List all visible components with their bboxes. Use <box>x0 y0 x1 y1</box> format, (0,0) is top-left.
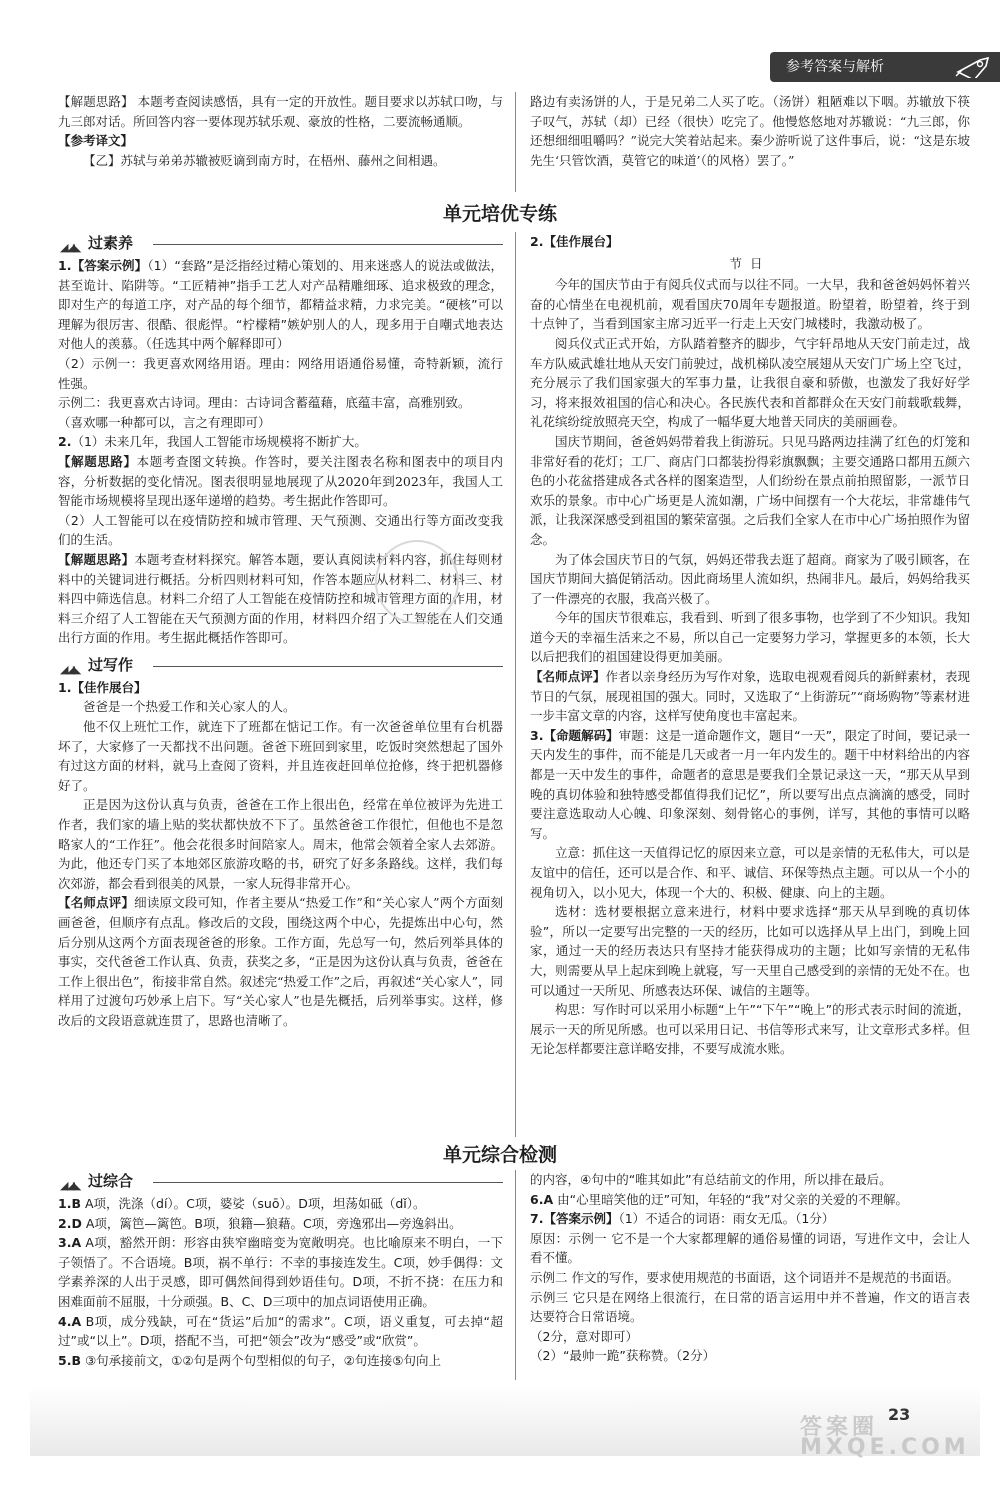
answer-2 <box>58 1214 503 1234</box>
left2-p2: 他不仅上班忙工作，就连下了班都在惦记工作。有一次爸爸单位里有台机器坏了，大家修了一天都找不出问题。爸爸下班回到家里，吃饭时突然想起了国外有过这方面的材料，就马上查阅了资料，并且连夜赶回单位抢修，终于把机器修好了。 <box>58 719 503 793</box>
answer-7-2: 原因：示例一 它不是一个大家都理解的通俗易懂的词语，写进作文中，会让人看不懂。 <box>530 1230 970 1266</box>
a5-num: 5.B <box>58 1352 81 1368</box>
bottom-divider <box>515 1170 516 1380</box>
q1-tag: 【答案示例】 <box>71 258 148 273</box>
a1-text: A项，洗涤（dí）。C项，婆娑（suō）。D项，坦荡如砥（dǐ）。 <box>84 1196 426 1211</box>
top-left-p3: 【乙】苏轼与弟弟苏辙被贬谪到南方时，在梧州、藤州之间相遇。 <box>83 152 446 168</box>
q2-text: （1）未来几年，我国人工智能市场规模将不断扩大。 <box>71 434 367 450</box>
r3-p1: 审题：这是一道命题作文，题目“一天”，限定了时间，要记录一天内发生的事件，而不能是几天或者一月一年内发生的。题干中材料给出的内容都是一天中发生的事件，命题者的意思是要我们全景记录这一天，“那天从早到晚的真切体验和独特感受都值得我们记忆”，所以要写出点点滴滴的感受，同时要注意选取动人心魄、印象深刻、刻骨铭心的事例，详写，其他的事情可以略写。 <box>530 727 970 841</box>
left1-q1-p4: （喜欢哪一种都可以，言之有理即可） <box>58 414 271 430</box>
essay-p2: 阅兵仪式正式开始，方队踏着整齐的脚步，气宇轩昂地从天安门前走过，战车方队威武雄壮地从天安门前驶过，战机梯队凌空展翅从天安门广场上空飞过，充分展示了我们国家强大的军事力量，让我很自豪和骄傲，也激发了我好好学习，将来报效祖国的信心和决心。各民族代表和首都群众在天安门前载歌载舞，礼花缤纷绽放照亮天空，构成了一幅华夏大地普天同庆的美丽画卷。 <box>530 335 970 430</box>
right1-q3-p4: 构思：写作时可以采用小标题“上午”“下午”“晚上”的形式表示时间的流逝，展示一天的所见所感。也可以采用日记、书信等形式来写，让文章形式多样。但无论怎样都要注意详略安排，不要写成流水账。 <box>530 1002 970 1057</box>
left1-q1-p3: 示例二：我更喜欢古诗词。理由：古诗词含蓄蕴藉，底蕴丰富，高雅别致。 <box>58 395 471 411</box>
right1-comment <box>530 667 970 726</box>
answer-5 <box>58 1351 503 1371</box>
watermark: 答案圈 MXQE.COM <box>800 1415 970 1460</box>
top-right-p1: 路边有卖汤饼的人，于是兄弟二人买了吃。（汤饼）粗陋难以下咽。苏辙放下筷子叹气，苏轼（却）已经（很快）吃完了。他慢悠悠地对苏辙说：“九三郎，你还想细细咀嚼吗？”说完大笑着站起来。秦少游听说了这件事后，说：“这是东坡先生‘只管饮酒，莫管它的味道’（的风格）罢了。” <box>530 94 970 168</box>
q2-tag2: 【解题思路】 <box>58 551 135 567</box>
essay-title: 节日 <box>729 255 771 271</box>
left-column-3 <box>58 1170 503 1370</box>
left2-p3: 正是因为这份认真与负责，爸爸在工作上很出色，经常在单位被评为先进工作者，我们家的墙上贴的奖状都快放不下了。虽然爸爸工作很忙，但他也不是忽略家人的“工作狂”。他会花很多时间陪家人。周末，他常会领着全家人去郊游。为此，他还专门买了本地郊区旅游攻略的书，研究了好多条路线。这样，我们每次郊游，都会看到很美的风景，一家人玩得非常开心。 <box>58 797 503 891</box>
mid-divider <box>515 232 516 1137</box>
subhead-xiezuo <box>58 654 503 678</box>
a7-tag: 【答案示例】 <box>543 1211 619 1227</box>
wing-icon: ◢◢◣ <box>60 1179 80 1192</box>
top-right-column <box>530 92 970 170</box>
r2-num: 2. <box>530 234 544 249</box>
q2-exp1-text: 本题考查图文转换。作答时，要关注图表名称和图表中的项目内容，分析数据的变化情况。图表很明显地展现了从2020年到2023年，我国人工智能市场规模将呈现出逐年递增的趋势。考生据此作答即可。 <box>58 453 503 509</box>
q2-tag1: 【解题思路】 <box>58 453 137 469</box>
q2-num: 2. <box>58 434 72 450</box>
wing-icon: ◢◢◣ <box>60 662 80 676</box>
answer-7-4: 示例三 它只是在网络上很流行，在日常的语言运用中并不普遍，作文的语言表达要符合日常语境。 <box>530 1289 970 1325</box>
q2-exp2-text: 本题考查材料探究。解答本题，要认真阅读材料内容，抓住每则材料中的关键词进行概括。分析四则材料可知，作答本题应从材料二、材料三、材料四中筛选信息。材料二介绍了人工智能在疫情防控和城市管理方面的作用，材料三介绍了人工智能在天气预测方面的作用，材料四介绍了人工智能在人们交通出行方面的作用。考生据此概括作答即可。 <box>58 551 503 646</box>
essay-p1: 今年的国庆节由于有阅兵仪式而与以往不同。一大早，我和爸爸妈妈怀着兴奋的心情坐在电视机前，观看国庆70周年专题报道。盼望着，盼望着，终于到十点钟了，当看到国家主席习近平一行走上天安门城楼时，我激动极了。 <box>530 277 970 332</box>
a4-text: B项，成分残缺，可在“货运”后加“的需求”。C项，语义重复，可去掉“超过”或“以上”。D项，搭配不当，可把“领会”改为“感受”或“欣赏”。 <box>58 1313 503 1349</box>
right1-q3-p2: 立意：抓住这一天值得记忆的原因来立意，可以是亲情的无私伟大，可以是友谊中的信任，还可以是合作、和平、诚信、环保等热点主题。可以从一个小的视角切入，以小见大，体现一个大的、积极、健康、向上的主题。 <box>530 845 970 900</box>
top-left-column <box>58 92 503 170</box>
answer-7-6: （2）“最帅一跪”获称赞。（2分） <box>530 1348 716 1364</box>
answer-1 <box>58 1194 503 1214</box>
answer-4 <box>58 1312 503 1351</box>
a2-num: 2.D <box>58 1215 82 1231</box>
r-comment-tag: 【名师点评】 <box>530 669 606 685</box>
subhead-zonghe-label: 过综合 <box>88 1172 134 1190</box>
subhead-rule <box>153 1182 503 1183</box>
a4-num: 4.A <box>58 1313 82 1329</box>
left2-q1 <box>58 678 503 698</box>
left1-q1 <box>58 256 503 354</box>
right1-q3-p3: 选材：选材要根据立意来进行，材料中要求选择“那天从早到晚的真切体验”，所以一定要写出完整的一天的经历，比如可以选择从早上出门，到晚上回家，通过一天的经历表达只有坚持才能获得成功的主题；比如写亲情的无私伟大，则需要从早上起床到晚上就寝，写一天里自己感受到的亲情的无处不在。也可以通过一天所见、所感表达环保、诚信的主题等。 <box>530 904 970 998</box>
a3-num: 3.A <box>58 1235 82 1251</box>
a7-1: （1）不适合的词语：雨女无瓜。（1分） <box>618 1211 835 1227</box>
q1-text: （1）“套路”是泛指经过精心策划的、用来迷惑人的说法或做法，甚至诡计、陷阱等。“工匠精神”指手工艺人对产品精雕细琢、追求极致的理念，即对生产的每道工序，对产品的每个细节，都精益求精，力求完美。“硬核”可以理解为很厉害、很酷、很彪悍。“柠檬精”嫉妒别人的人，现多用于自嘲式地表达对他人的羡慕。（任选其中两个解释即可） <box>58 258 503 352</box>
q1-num: 1. <box>58 258 72 273</box>
subhead-suyang-label: 过素养 <box>88 234 134 252</box>
subhead-rule <box>153 244 503 245</box>
r2-tag: 【佳作展台】 <box>543 234 619 249</box>
essay-p5: 今年的国庆节很难忘，我看到、听到了很多事物，也学到了不少知识。我知道今天的幸福生活来之不易，所以自己一定要努力学习，掌握更多的本领，长大以后把我们的祖国建设得更加美丽。 <box>530 610 970 665</box>
answer-7-3: 示例二 作文的写作，要求使用规范的书面语，这个词语并不是规范的书面语。 <box>530 1269 959 1285</box>
subhead-rule <box>153 666 503 667</box>
subhead-suyang <box>58 232 503 256</box>
w1-tag: 【佳作展台】 <box>71 679 147 695</box>
left1-q1-p2: （2）示例一：我更喜欢网络用语。理由：网络用语通俗易懂，奇特新颖，流行性强。 <box>58 355 503 391</box>
a2-text: A项，篱笆—篱笆。B项，狼籍—狼藉。C项，旁逸邪出—旁逸斜出。 <box>85 1215 462 1231</box>
w1-comment-text: 细读原文段可知，作者主要从“热爱工作”和“关心家人”两个方面刻画爸爸，但顺序有点乱。修改后的文段，围绕这两个中心，先提炼出中心句，然后分别从这两个方面表现爸爸的形象。工作方面，先总写一句，然后列举具体的事实，交代爸爸工作认真、负责，获奖之多，“正是因为这份认真与负责，爸爸在工作上很出色”，衔接非常自然。叙述完“热爱工作”之后，再叙述“关心家人”，同样用了过渡句巧妙承上启下。写“关心家人”也是先概括，后列举事实。这样，修改后的文段语意就连贯了，思路也清晰了。 <box>58 895 503 1028</box>
header-tab <box>770 52 1000 82</box>
a7-num: 7. <box>530 1211 544 1227</box>
w1-num: 1. <box>58 679 72 695</box>
section1-title: 单元培优专练 <box>442 203 557 225</box>
top-left-p2: 【参考译文】 <box>58 133 134 149</box>
a1-num: 1.B <box>58 1196 81 1211</box>
answer-7-5: （2分，意对即可） <box>530 1328 638 1344</box>
left2-comment <box>58 893 503 1030</box>
answer-6 <box>530 1190 970 1210</box>
stamp-mark <box>375 540 459 624</box>
page-number: 23 <box>888 1405 911 1424</box>
left2-p1: 爸爸是一个热爱工作和关心家人的人。 <box>83 699 296 715</box>
wing-icon: ◢◢◣ <box>60 241 80 254</box>
right-column-3 <box>530 1170 970 1366</box>
left1-q2-p2: （2）人工智能可以在疫情防控和城市管理、天气预测、交通出行等方面改变我们的生活。 <box>58 512 503 548</box>
answer-5-cont: 的内容，④句中的“唯其如此”有总结前文的作用，所以排在最后。 <box>530 1172 892 1187</box>
right1-q2 <box>530 232 970 252</box>
r3-tag: 【命题解码】 <box>543 727 619 743</box>
top-left-p1: 【解题思路】 本题考查阅读感悟，具有一定的开放性。题目要求以苏轼口吻，与九三郎对话。所回答内容一要体现苏轼乐观、豪放的性格，二要流畅通顺。 <box>58 94 503 129</box>
answer-7 <box>530 1209 970 1229</box>
essay-p3: 国庆节期间，爸爸妈妈带着我上街游玩。只见马路两边挂满了红色的灯笼和非常好看的花灯；工厂、商店门口都装扮得彩旗飘飘；主要交通路口都用五颜六色的小花盆搭建成各式各样的图案造型，人们纷纷在景点前拍照留影，一派节日欢乐的景象。市中心广场更是人流如潮，广场中间摆有一个大花坛，非常雄伟气派，让我深深感受到祖国的繁荣富强。之后我们全家人在市中心广场拍照作为留念。 <box>530 433 970 547</box>
r-comment-text: 作者以亲身经历为写作对象，选取电视观看阅兵的新鲜素材，表现节日的气氛，展现祖国的强大。同时，又选取了“上街游玩”“商场购物”等素材进一步丰富文章的内容，这样写使角度也丰富起来。 <box>530 669 970 724</box>
a5-text: ③句承接前文，①②句是两个句型相似的句子，②句连接⑤句向上 <box>84 1352 442 1368</box>
w1-tag2: 【名师点评】 <box>58 895 135 911</box>
left-column-1 <box>58 232 503 1031</box>
top-divider <box>515 92 516 192</box>
right1-q3 <box>530 726 970 844</box>
r3-num: 3. <box>530 727 544 743</box>
section2-title: 单元综合检测 <box>442 1144 557 1166</box>
right-column-1 <box>530 232 970 1059</box>
essay-p4: 为了体会国庆节日的气氛，妈妈还带我去逛了超商。商家为了吸引顾客，在国庆节期间大搞促销活动。因此商场里人流如织，热闹非凡。最后，妈妈给我买了一件漂亮的衣服，我高兴极了。 <box>530 551 970 606</box>
subhead-zonghe <box>58 1170 503 1194</box>
subhead-xiezuo-label: 过写作 <box>88 655 134 674</box>
left1-q2-exp1 <box>58 452 503 511</box>
a6-num: 6.A <box>530 1191 554 1207</box>
rocket-icon <box>952 56 992 78</box>
a6-text: 由“心里暗笑他的迂”可知，年轻的“我”对父亲的关爱的不理解。 <box>557 1191 909 1207</box>
a3-text: A项，豁然开朗：形容由狭窄幽暗变为宽敞明亮。也比喻原来不明白，一下子领悟了。不合语境。B项，祸不单行：不幸的事接连发生。C项，妙手偶得：文学素养深的人出于灵感，即可偶然间得到妙语佳句。D项，不折不挠：在压力和困难面前不屈服，十分顽强。B、C、D三项中的加点词语使用正确。 <box>58 1235 503 1309</box>
answer-3 <box>58 1233 503 1311</box>
header-tab-title: 参考答案与解析 <box>786 59 884 75</box>
left1-q2 <box>58 432 503 452</box>
